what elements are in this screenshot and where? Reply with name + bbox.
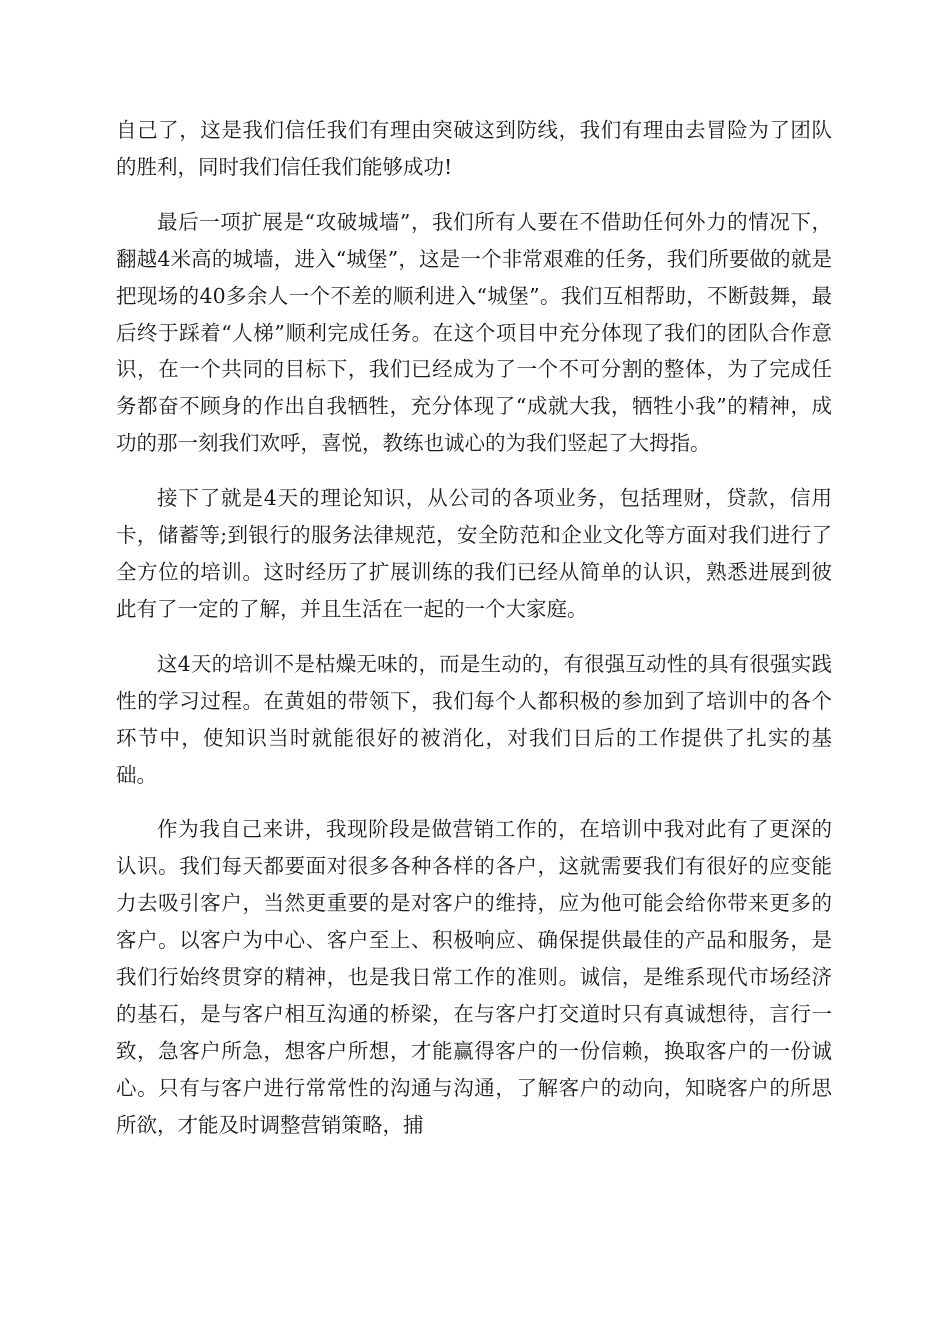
paragraph-5: 作为我自己来讲，我现阶段是做营销工作的，在培训中我对此有了更深的认识。我们每天都要面对很多各种各样的各户，这就需要我们有很好的应变能力去吸引客户，当然更重要的是对客户的维持，应为他可能会给你带来更多的客户。以客户为中心、客户至上、积极响应、确保提供最佳的产品和服务，是我们行始终贯穿的精神，也是我日常工作的准则。诚信，是维系现代市场经济的基石，是与客户相互沟通的桥梁，在与客户打交道时只有真诚想待，言行一致，急客户所急，想客户所想，才能赢得客户的一份信赖，换取客户的一份诚心。只有与客户进行常常性的沟通与沟通，了解客户的动向，知晓客户的所思所欲，才能及时调整营销策略，捕 [116, 817, 832, 1137]
paragraph-4: 这4天的培训不是枯燥无味的，而是生动的，有很强互动性的具有很强实践性的学习过程。在黄姐的带领下，我们每个人都积极的参加到了培训中的各个环节中，使知识当时就能很好的被消化，对我们日后的工作提供了扎实的基础。 [116, 651, 832, 787]
document-body [116, 112, 832, 1162]
paragraph-2: 最后一项扩展是“攻破城墙”，我们所有人要在不借助任何外力的情况下，翻越4米高的城墙，进入“城堡”，这是一个非常艰难的任务，我们所要做的就是把现场的40多余人一个不差的顺利进入“城堡”。我们互相帮助，不断鼓舞，最后终于踩着“人梯”顺利完成任务。在这个项目中充分体现了我们的团队合作意识，在一个共同的目标下，我们已经成为了一个不可分割的整体，为了完成任务都奋不顾身的作出自我牺牲，充分体现了“成就大我，牺牲小我”的精神，成功的那一刻我们欢呼，喜悦，教练也诚心的为我们竖起了大拇指。 [116, 209, 832, 456]
paragraph-1: 自己了，这是我们信任我们有理由突破这到防线，我们有理由去冒险为了团队的胜利，同时我们信任我们能够成功! [116, 118, 832, 179]
paragraph-3: 接下了就是4天的理论知识，从公司的各项业务，包括理财，贷款，信用卡，储蓄等;到银行的服务法律规范，安全防范和企业文化等方面对我们进行了全方位的培训。这时经历了扩展训练的我们已经从简单的认识，熟悉进展到彼此有了一定的了解，并且生活在一起的一个大家庭。 [116, 486, 832, 621]
